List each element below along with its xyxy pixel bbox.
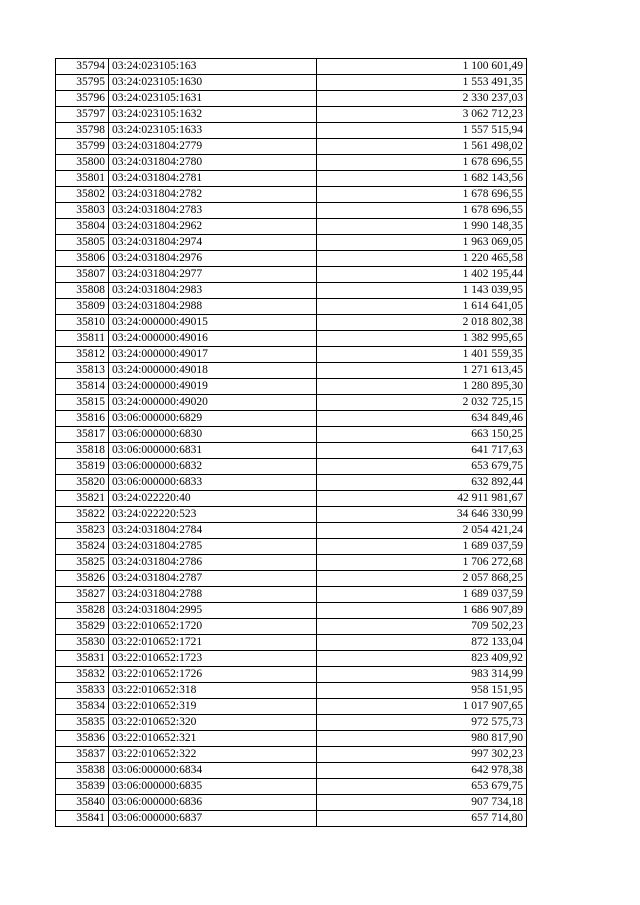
cadastral-value-cell: 1 280 895,30 bbox=[317, 379, 527, 395]
row-number-cell: 35841 bbox=[56, 811, 109, 827]
table-row bbox=[56, 139, 527, 155]
cadastral-number-cell: 03:22:010652:1726 bbox=[109, 667, 317, 683]
cadastral-number-cell: 03:22:010652:318 bbox=[109, 683, 317, 699]
cadastral-value-cell: 972 575,73 bbox=[317, 715, 527, 731]
table-row bbox=[56, 395, 527, 411]
row-number-cell: 35811 bbox=[56, 331, 109, 347]
cadastral-number-cell: 03:24:031804:2977 bbox=[109, 267, 317, 283]
cadastral-value-cell: 1 402 195,44 bbox=[317, 267, 527, 283]
table-row bbox=[56, 539, 527, 555]
row-number-cell: 35821 bbox=[56, 491, 109, 507]
row-number-cell: 35804 bbox=[56, 219, 109, 235]
row-number-cell: 35817 bbox=[56, 427, 109, 443]
row-number-cell: 35795 bbox=[56, 75, 109, 91]
cadastral-value-cell: 1 143 039,95 bbox=[317, 283, 527, 299]
row-number-cell: 35797 bbox=[56, 107, 109, 123]
table-row bbox=[56, 331, 527, 347]
cadastral-number-cell: 03:24:031804:2995 bbox=[109, 603, 317, 619]
table-row bbox=[56, 459, 527, 475]
cadastral-number-cell: 03:24:022220:40 bbox=[109, 491, 317, 507]
table-row bbox=[56, 795, 527, 811]
cadastral-number-cell: 03:24:031804:2780 bbox=[109, 155, 317, 171]
cadastral-value-cell: 980 817,90 bbox=[317, 731, 527, 747]
cadastral-number-cell: 03:24:022220:523 bbox=[109, 507, 317, 523]
cadastral-value-cell: 653 679,75 bbox=[317, 779, 527, 795]
cadastral-value-cell: 2 018 802,38 bbox=[317, 315, 527, 331]
table-row bbox=[56, 299, 527, 315]
cadastral-number-cell: 03:24:000000:49017 bbox=[109, 347, 317, 363]
cadastral-number-cell: 03:22:010652:1723 bbox=[109, 651, 317, 667]
row-number-cell: 35825 bbox=[56, 555, 109, 571]
cadastral-number-cell: 03:24:031804:2783 bbox=[109, 203, 317, 219]
table-row bbox=[56, 347, 527, 363]
table-row bbox=[56, 219, 527, 235]
cadastral-number-cell: 03:24:031804:2988 bbox=[109, 299, 317, 315]
row-number-cell: 35833 bbox=[56, 683, 109, 699]
cadastral-number-cell: 03:06:000000:6836 bbox=[109, 795, 317, 811]
table-row bbox=[56, 699, 527, 715]
cadastral-value-cell: 872 133,04 bbox=[317, 635, 527, 651]
cadastral-number-cell: 03:24:000000:49019 bbox=[109, 379, 317, 395]
table-row bbox=[56, 603, 527, 619]
cadastral-number-cell: 03:24:031804:2962 bbox=[109, 219, 317, 235]
cadastral-value-cell: 642 978,38 bbox=[317, 763, 527, 779]
cadastral-value-cell: 1 706 272,68 bbox=[317, 555, 527, 571]
table-row bbox=[56, 443, 527, 459]
row-number-cell: 35831 bbox=[56, 651, 109, 667]
cadastral-number-cell: 03:24:031804:2781 bbox=[109, 171, 317, 187]
row-number-cell: 35801 bbox=[56, 171, 109, 187]
cadastral-value-cell: 657 714,80 bbox=[317, 811, 527, 827]
table-row bbox=[56, 203, 527, 219]
cadastral-value-cell: 1 678 696,55 bbox=[317, 203, 527, 219]
cadastral-number-cell: 03:24:031804:2786 bbox=[109, 555, 317, 571]
cadastral-value-cell: 1 561 498,02 bbox=[317, 139, 527, 155]
cadastral-number-cell: 03:24:031804:2787 bbox=[109, 571, 317, 587]
cadastral-value-cell: 1 271 613,45 bbox=[317, 363, 527, 379]
row-number-cell: 35826 bbox=[56, 571, 109, 587]
cadastral-number-cell: 03:24:023105:1630 bbox=[109, 75, 317, 91]
cadastral-value-cell: 653 679,75 bbox=[317, 459, 527, 475]
cadastral-value-cell: 641 717,63 bbox=[317, 443, 527, 459]
cadastral-number-cell: 03:22:010652:321 bbox=[109, 731, 317, 747]
cadastral-value-cell: 1 220 465,58 bbox=[317, 251, 527, 267]
row-number-cell: 35800 bbox=[56, 155, 109, 171]
table-row bbox=[56, 235, 527, 251]
cadastral-number-cell: 03:24:031804:2788 bbox=[109, 587, 317, 603]
cadastral-value-cell: 1 557 515,94 bbox=[317, 123, 527, 139]
cadastral-number-cell: 03:22:010652:319 bbox=[109, 699, 317, 715]
table-row bbox=[56, 315, 527, 331]
cadastral-value-cell: 958 151,95 bbox=[317, 683, 527, 699]
cadastral-number-cell: 03:06:000000:6832 bbox=[109, 459, 317, 475]
table-row bbox=[56, 587, 527, 603]
cadastral-value-cell: 3 062 712,23 bbox=[317, 107, 527, 123]
table-body bbox=[56, 59, 527, 827]
row-number-cell: 35809 bbox=[56, 299, 109, 315]
table-row bbox=[56, 59, 527, 75]
cadastral-value-cell: 1 017 907,65 bbox=[317, 699, 527, 715]
row-number-cell: 35816 bbox=[56, 411, 109, 427]
cadastral-value-cell: 983 314,99 bbox=[317, 667, 527, 683]
cadastral-value-cell: 1 990 148,35 bbox=[317, 219, 527, 235]
cadastral-value-cell: 1 689 037,59 bbox=[317, 587, 527, 603]
row-number-cell: 35840 bbox=[56, 795, 109, 811]
cadastral-value-cell: 1 678 696,55 bbox=[317, 187, 527, 203]
table-row bbox=[56, 283, 527, 299]
row-number-cell: 35838 bbox=[56, 763, 109, 779]
cadastral-number-cell: 03:24:031804:2983 bbox=[109, 283, 317, 299]
row-number-cell: 35815 bbox=[56, 395, 109, 411]
table-row bbox=[56, 747, 527, 763]
cadastral-number-cell: 03:24:031804:2782 bbox=[109, 187, 317, 203]
table-row bbox=[56, 171, 527, 187]
row-number-cell: 35805 bbox=[56, 235, 109, 251]
row-number-cell: 35798 bbox=[56, 123, 109, 139]
table-row bbox=[56, 91, 527, 107]
row-number-cell: 35806 bbox=[56, 251, 109, 267]
cadastral-number-cell: 03:06:000000:6829 bbox=[109, 411, 317, 427]
row-number-cell: 35830 bbox=[56, 635, 109, 651]
cadastral-number-cell: 03:22:010652:1721 bbox=[109, 635, 317, 651]
cadastral-value-cell: 1 682 143,56 bbox=[317, 171, 527, 187]
cadastral-value-cell: 907 734,18 bbox=[317, 795, 527, 811]
table-row bbox=[56, 651, 527, 667]
cadastral-number-cell: 03:24:031804:2785 bbox=[109, 539, 317, 555]
cadastral-value-cell: 823 409,92 bbox=[317, 651, 527, 667]
row-number-cell: 35828 bbox=[56, 603, 109, 619]
cadastral-number-cell: 03:24:023105:1633 bbox=[109, 123, 317, 139]
cadastral-number-cell: 03:06:000000:6835 bbox=[109, 779, 317, 795]
table-row bbox=[56, 363, 527, 379]
row-number-cell: 35837 bbox=[56, 747, 109, 763]
table-row bbox=[56, 619, 527, 635]
table-row bbox=[56, 187, 527, 203]
cadastral-number-cell: 03:24:031804:2974 bbox=[109, 235, 317, 251]
cadastral-number-cell: 03:24:031804:2779 bbox=[109, 139, 317, 155]
cadastral-value-cell: 1 686 907,89 bbox=[317, 603, 527, 619]
row-number-cell: 35824 bbox=[56, 539, 109, 555]
row-number-cell: 35834 bbox=[56, 699, 109, 715]
table-row bbox=[56, 251, 527, 267]
row-number-cell: 35796 bbox=[56, 91, 109, 107]
table-row bbox=[56, 811, 527, 827]
table-row bbox=[56, 411, 527, 427]
row-number-cell: 35819 bbox=[56, 459, 109, 475]
table-row bbox=[56, 507, 527, 523]
cadastral-value-cell: 2 054 421,24 bbox=[317, 523, 527, 539]
cadastral-value-table bbox=[55, 58, 527, 827]
table-row bbox=[56, 571, 527, 587]
row-number-cell: 35823 bbox=[56, 523, 109, 539]
cadastral-number-cell: 03:24:023105:1632 bbox=[109, 107, 317, 123]
cadastral-value-cell: 632 892,44 bbox=[317, 475, 527, 491]
row-number-cell: 35803 bbox=[56, 203, 109, 219]
cadastral-number-cell: 03:06:000000:6834 bbox=[109, 763, 317, 779]
table-row bbox=[56, 779, 527, 795]
cadastral-value-cell: 663 150,25 bbox=[317, 427, 527, 443]
cadastral-value-cell: 1 689 037,59 bbox=[317, 539, 527, 555]
row-number-cell: 35836 bbox=[56, 731, 109, 747]
cadastral-number-cell: 03:24:000000:49016 bbox=[109, 331, 317, 347]
table-row bbox=[56, 763, 527, 779]
cadastral-value-cell: 1 614 641,05 bbox=[317, 299, 527, 315]
row-number-cell: 35832 bbox=[56, 667, 109, 683]
cadastral-number-cell: 03:06:000000:6831 bbox=[109, 443, 317, 459]
row-number-cell: 35818 bbox=[56, 443, 109, 459]
cadastral-number-cell: 03:06:000000:6830 bbox=[109, 427, 317, 443]
table-row bbox=[56, 635, 527, 651]
cadastral-value-cell: 1 963 069,05 bbox=[317, 235, 527, 251]
cadastral-number-cell: 03:22:010652:320 bbox=[109, 715, 317, 731]
row-number-cell: 35829 bbox=[56, 619, 109, 635]
row-number-cell: 35802 bbox=[56, 187, 109, 203]
row-number-cell: 35835 bbox=[56, 715, 109, 731]
cadastral-number-cell: 03:22:010652:322 bbox=[109, 747, 317, 763]
cadastral-value-cell: 709 502,23 bbox=[317, 619, 527, 635]
table-row bbox=[56, 75, 527, 91]
row-number-cell: 35827 bbox=[56, 587, 109, 603]
cadastral-number-cell: 03:24:031804:2976 bbox=[109, 251, 317, 267]
row-number-cell: 35813 bbox=[56, 363, 109, 379]
table-row bbox=[56, 475, 527, 491]
table-row bbox=[56, 715, 527, 731]
row-number-cell: 35794 bbox=[56, 59, 109, 75]
cadastral-value-cell: 1 553 491,35 bbox=[317, 75, 527, 91]
row-number-cell: 35822 bbox=[56, 507, 109, 523]
cadastral-number-cell: 03:24:023105:1631 bbox=[109, 91, 317, 107]
table-row bbox=[56, 523, 527, 539]
cadastral-value-cell: 34 646 330,99 bbox=[317, 507, 527, 523]
table-row bbox=[56, 427, 527, 443]
cadastral-value-cell: 2 032 725,15 bbox=[317, 395, 527, 411]
table-row bbox=[56, 123, 527, 139]
cadastral-number-cell: 03:24:000000:49018 bbox=[109, 363, 317, 379]
table-row bbox=[56, 555, 527, 571]
cadastral-value-cell: 997 302,23 bbox=[317, 747, 527, 763]
row-number-cell: 35807 bbox=[56, 267, 109, 283]
cadastral-value-cell: 1 382 995,65 bbox=[317, 331, 527, 347]
cadastral-number-cell: 03:06:000000:6833 bbox=[109, 475, 317, 491]
row-number-cell: 35839 bbox=[56, 779, 109, 795]
cadastral-value-cell: 42 911 981,67 bbox=[317, 491, 527, 507]
row-number-cell: 35814 bbox=[56, 379, 109, 395]
cadastral-value-cell: 1 401 559,35 bbox=[317, 347, 527, 363]
row-number-cell: 35812 bbox=[56, 347, 109, 363]
cadastral-value-cell: 1 100 601,49 bbox=[317, 59, 527, 75]
row-number-cell: 35810 bbox=[56, 315, 109, 331]
row-number-cell: 35820 bbox=[56, 475, 109, 491]
table-row bbox=[56, 267, 527, 283]
cadastral-number-cell: 03:24:000000:49020 bbox=[109, 395, 317, 411]
cadastral-number-cell: 03:06:000000:6837 bbox=[109, 811, 317, 827]
cadastral-value-cell: 634 849,46 bbox=[317, 411, 527, 427]
cadastral-value-cell: 2 330 237,03 bbox=[317, 91, 527, 107]
cadastral-number-cell: 03:22:010652:1720 bbox=[109, 619, 317, 635]
cadastral-value-cell: 1 678 696,55 bbox=[317, 155, 527, 171]
cadastral-value-cell: 2 057 868,25 bbox=[317, 571, 527, 587]
cadastral-number-cell: 03:24:023105:163 bbox=[109, 59, 317, 75]
cadastral-number-cell: 03:24:000000:49015 bbox=[109, 315, 317, 331]
table-row bbox=[56, 491, 527, 507]
table-row bbox=[56, 731, 527, 747]
table-row bbox=[56, 683, 527, 699]
table-row bbox=[56, 379, 527, 395]
table-row bbox=[56, 667, 527, 683]
table-row bbox=[56, 107, 527, 123]
row-number-cell: 35808 bbox=[56, 283, 109, 299]
table-row bbox=[56, 155, 527, 171]
cadastral-number-cell: 03:24:031804:2784 bbox=[109, 523, 317, 539]
row-number-cell: 35799 bbox=[56, 139, 109, 155]
